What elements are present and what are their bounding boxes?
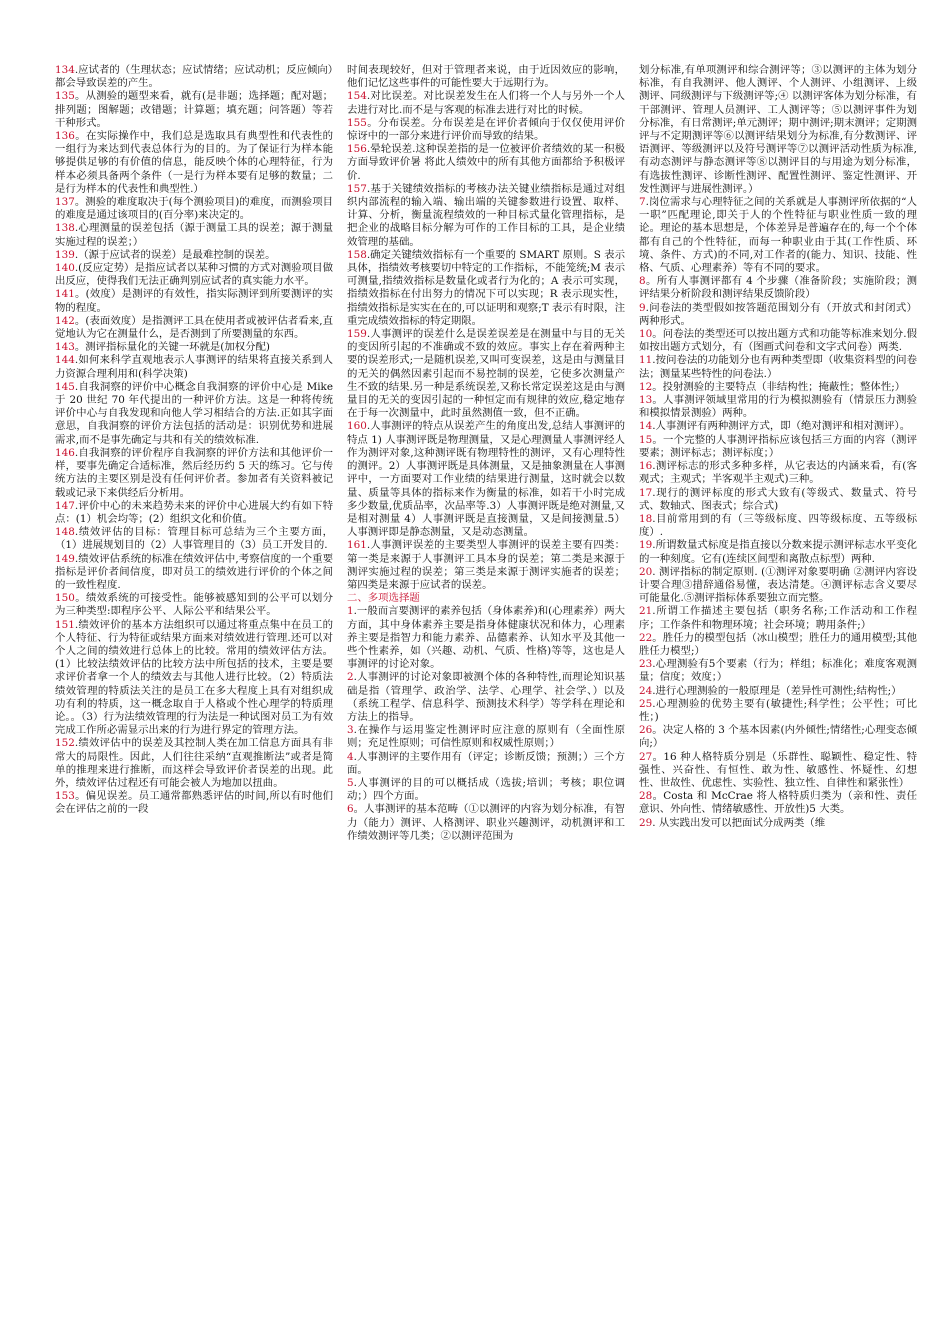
item-number: 8	[639, 275, 646, 288]
item-number: 153	[55, 790, 75, 803]
item-text: .人事测评的特点从误差产生的角度出发,总结人事测评的特点 1) 人事测评既是物理测量，又是心理测量人事测评经人作为测评对象,这种测评既有物理特性的测评，又有心理特性的测评。2）人事测评既是具体测量，又是抽象测量在人事测评中，一方面要对工作业绩的结果进行测量，这时就会以数量、质量等具体的指标来作为衡量的标准，如若干小时完成多少数量,优质品率，次品率等.3）人事测评既是绝对测量,又是相对测量 4）人事测评既是直接测量，又是间接测量.5）人事测评即是静态测量，又是动态测量。	[347, 420, 625, 539]
item-text: 。Costa 和 McCrae 将人格特质归类为（亲和性、责任意识、外向性、情绪敏感性、开放性)5 大类。	[639, 790, 917, 816]
item-text: .心理测量的误差包括（源于测量工具的误差；源于测量实施过程的误差；）	[55, 222, 333, 248]
document-page	[55, 64, 917, 1326]
question-item	[347, 90, 625, 116]
question-item	[639, 275, 917, 301]
item-number: 10	[639, 328, 653, 341]
question-item	[639, 566, 917, 606]
item-text: .绩效评价的基本方法组织可以通过将重点集中在员工的个人特征、行为特征或结果方面来对绩效进行管理.还可以对个人之间的绩效进行总体上的比较。常用的绩效评估方法。(1）比较法绩效评估的比较方法中所包括的技术，主要是要求评价者拿一个人的绩效去与其他人进行比较。（2）特质法绩效管理的特质法关注的是员工在多大程度上具有对组织成功有利的特质，这一概念取自于人格或个性心理学的特质理论。。（3）行为法绩效管理的行为法是一种试图对员工为有效完成工作所必需显示出来的行为进行界定的管理方法。	[55, 618, 333, 737]
item-number: 143	[55, 341, 75, 354]
question-item	[639, 302, 917, 328]
item-number: 150	[55, 592, 75, 605]
item-text: 。测评指标量化的关键一环就是(加权分配)	[74, 341, 270, 354]
text-column-middle	[347, 64, 625, 1326]
item-text: .绩效评估系统的标准在绩效评估中,考察信度的一个重要指标是评价者间信度，即对员工的绩效进行评价的个体之间的一致性程度.	[55, 552, 333, 591]
item-text: .晕轮误差.这种误差指的是一位被评价者绩效的某一积极方面导致评价暑 将此人绩效中的所有其他方面都给予积极评价.	[347, 143, 625, 182]
item-text: .岗位需求与心理特征之间的关系就是人事测评所依据的“人一职”匹配理论,即关于人的个性特征与职业性质一致的理论。理论的基本思想是，个体差异是普遍存在的,每一个个体都有自己的个性特征，而每一种职业由于其(工作性质、环境、条件、方式)的不同,对工作者的(能力、知识、技能、性格、气质、心理素养）等有不同的要求。	[639, 196, 917, 275]
question-item	[639, 539, 917, 565]
item-number: 23	[639, 658, 653, 671]
item-text: .所谓工作描述主要包括（职务名称;工作活动和工作程序；工作条件和物理环境；社会环境；聘用条件;）	[639, 605, 917, 631]
item-number: 135	[55, 90, 75, 103]
item-text: .人事测评的误差什么是误差误差是在测量中与目的无关的变因所引起的不准确或不致的效应。事实上存在着两种主要的误差形式;一是随机误差,又叫可变误差，这是由与测量目的无关的偶然因素引起而不易控制的误差，它使多次测量产生不致的结果.另一种是系统误差,又称长常定误差这是由与测量目的无关的变因引起的一种恒定而有规律的效应,稳定地存在于每一次测量中，此时虽然测值一致，但不正确。	[347, 328, 625, 420]
question-item	[347, 751, 625, 777]
section-heading-text: 二、多项选择题	[347, 592, 420, 605]
item-text: .确定关键绩效指标有一个重要的 SMART 原则。S 表示具体，指绩效考核要切中特定的工作指标，不能笼统;M 表示可测量,指绩效指标是数量化或者行为化的；A 表示可实现，指绩效指标在付出努力的情况下可以实现；R 表示现实性，指绩效指标是实实在在的,可以证明和观察;T 表示有时限，注重完成绩效指标的特定期限。	[347, 248, 625, 327]
item-text: .人事测评的讨论对象即被测个体的各种特性,而理论知识基础是指（管理学、政治学、法学、心理学、社会学、）以及（系统工程学、信息科学、预测技术科学）等学科在理论和方法上的指导。	[347, 671, 625, 723]
item-text: .按问卷法的功能划分也有两种类型即（收集资料型的问卷法；测量某些特性的问卷法.）	[639, 354, 917, 380]
question-item	[55, 737, 333, 790]
question-item	[55, 354, 333, 380]
question-item	[55, 262, 333, 288]
question-item	[639, 751, 917, 791]
question-item	[347, 64, 625, 90]
question-item	[55, 196, 333, 222]
question-item	[55, 222, 333, 248]
item-number: 17	[639, 486, 653, 499]
item-text: 。所有人事测评都有 4 个步骤（准备阶段；实施阶段；测评结果分析阶段和测评结果反馈阶段）	[639, 275, 917, 301]
item-text: .目前常用到的有（三等级标度、四等级标度、五等级标度）.	[639, 512, 917, 539]
item-number: 7	[639, 196, 646, 209]
question-item	[347, 249, 625, 328]
item-text: .问卷法的类型假如按答题范围划分有（开放式和封闭式）两种形式。	[639, 301, 917, 327]
question-item	[347, 777, 625, 803]
item-number: 134	[55, 64, 75, 76]
item-text: . 测评指标的制定原则. (①测评对象要明确 ②测评内容设计要合理③措辞通俗易懂，表达清楚。④测评标志含义要尽可能量化.⑤测评指标体系要独立而完整。	[639, 565, 917, 605]
item-number: 18	[639, 512, 653, 525]
item-text: 时间表现较好，但对于管理者来说，由于近因效应的影响，他们记忆这些事件的可能性要大于远期行为。	[347, 64, 625, 90]
question-item	[639, 460, 917, 486]
item-text: 。胜任力的模型包括（冰山模型；胜任力的通用模型;其他胜任力模型;）	[639, 631, 917, 657]
question-item	[55, 288, 333, 314]
item-number: 141	[55, 288, 75, 301]
question-item	[639, 605, 917, 631]
item-number: 158	[347, 248, 367, 261]
item-text: 。(效度）是测评的有效性，指实际测评到所要测评的实物的程度。	[55, 288, 333, 314]
item-text: 。(表面效度）是指测评工具在使用者或被评估者看来,直觉地认为它在测量什么，是否测到了所要测量的东西。	[55, 314, 333, 341]
item-number: 6	[347, 803, 354, 816]
item-text: 。偏见误差。员工通常都熟悉评估的时间,所以有时他们会在评估之前的一段	[55, 790, 333, 816]
item-number: 159	[347, 328, 367, 341]
item-number: 148	[55, 526, 75, 539]
question-item	[639, 394, 917, 420]
item-text: 划分标准,有单项测评和综合测评等；③以测评的主体为划分标准，有自我测评、他人测评、个人测评、小组测评、上级测评、同级测评与下级测评等;④ 以测评客体为划分标准，有干部测评、管理人员测评、工人测评等；⑤以测评事件为划分标准，有日常测评;单元测评；期中测评;期末测评；定期测评与不定期测评等⑥以测评结果划分为标准,有分数测评、评语测评、等级测评以及符号测评等⑦以测评活动性质为标准,有动态测评与静态测评等⑧以测评目的与用途为划分标准，有选拔性测评、诊断性测评、配置性测评、鉴定性测评、开发性测评与进展性测评。）	[639, 64, 917, 195]
item-text: 。决定人格的 3 个基本因素(内外倾性;情绪性;心理变态倾向;）	[639, 724, 917, 750]
question-item	[55, 90, 333, 130]
item-text: .自我洞察的评价中心概念自我洞察的评价中心是 Mike 于 20 世纪 70 年代提出的一种评价方法。这是一种将传统评价中心与自我发现和向他人学习相结合的方法.正如其字面意思，自我洞察的评价方法包括的活动是：识别优势和进展需求,而不是事先确定与共和有关的绩效标准.	[55, 380, 333, 446]
item-number: 25	[639, 697, 653, 710]
question-item	[639, 328, 917, 354]
item-text: .现行的测评标度的形式大致有(等级式、数量式、符号式、数轴式、图表式；综合式)	[639, 486, 917, 512]
item-text: .绩效评估中的误差及其控制人类在加工信息方面具有非常大的局限性。因此，人们往往采纳“直观推断法”或者是简单的推理来进行推断，而这样会导致评价者误差的出现。此外，绩效评估过程还有可能会被人为地加以扭曲。	[55, 737, 333, 789]
question-item	[55, 592, 333, 618]
item-number: 149	[55, 552, 75, 565]
item-text: .绩效评估的目标：管理目标可总结为三个主要方面，（1）进展规划目的（2）人事管理目的（3）员工开发目的.	[55, 526, 333, 552]
item-number: 26	[639, 724, 653, 737]
item-text: 。绩效系统的可接受性。能够被感知到的公平可以划分为三种类型:即程序公平、人际公平和结果公平。	[55, 592, 333, 618]
item-text: 。一个完整的人事测评指标应该包括三方面的内容（测评要素；测评标志；测评标度；）	[639, 433, 917, 459]
text-column-left	[55, 64, 333, 1326]
item-number: 21	[639, 605, 653, 618]
item-text: 。16 种人格特质分别是（乐群性、聪颖性、稳定性、特强性、兴奋性、有恒性、敢为性、敏感性、怀疑性、幻想性、世故性、优虑性、实验性、独立性、自律性和紧张性）	[639, 750, 917, 789]
item-text: .人事测评的主要作用有（评定；诊断反馈；预测；）三个方面。	[347, 750, 625, 776]
question-item	[639, 685, 917, 698]
item-text: .如何来科学直观地表示人事测评的结果将直接关系到人力资源合理利用和(科学决策)	[55, 354, 333, 380]
item-number: 151	[55, 618, 75, 631]
question-item	[639, 487, 917, 513]
item-text: 。从测验的题型来看，就有(是非题；选择题；配对题；排列题；图解题；改错题；计算题；填充题；问答题）等若干种形式。	[55, 90, 333, 129]
question-item	[55, 526, 333, 552]
item-text: .对比误差。对比误差发生在人们将一个人与另外一个人去进行对比.而不是与客观的标准去进行对比的时候。	[347, 90, 625, 116]
question-item	[639, 354, 917, 380]
question-item	[639, 513, 917, 539]
item-text: 。分布误差。分布误差是在评价者倾向于仅仅使用评价惊讶中的一部分来进行评价而导致的结果。	[347, 116, 625, 143]
question-item	[347, 117, 625, 143]
item-text: 。在实际操作中，我们总是选取具有典型性和代表性的一组行为来达到代表总体行为的目的。为了保证行为样本能够提供足够的有价值的信息，能反映个体的心理特征，行为样本必须具备两个条件（一是行为样本要有足够的数量；二是行为样本的代表性和典型性.）	[55, 130, 333, 195]
item-number: 160	[347, 420, 367, 433]
item-number: 3	[347, 724, 354, 737]
item-text: .在操作与运用鉴定性测评时应注意的原则有（全面性原则；充足性原则；可信性原则和权威性原则；）	[347, 724, 625, 750]
question-item	[55, 790, 333, 816]
item-number: 155	[347, 116, 367, 129]
question-item	[639, 64, 917, 196]
question-item	[639, 724, 917, 750]
item-number: 146	[55, 446, 75, 459]
question-item	[55, 315, 333, 341]
question-item	[347, 143, 625, 183]
question-item	[55, 341, 333, 354]
item-text: 。投射测验的主要特点（非结构性；掩蔽性；整体性;）	[652, 380, 906, 393]
item-text: .心理测验有5个要素（行为；样组；标准化；难度客观测量；信度；效度；）	[639, 658, 917, 684]
item-text: .人事测评有两种测评方式，即（绝对测评和相对测评）。	[652, 420, 911, 433]
question-item	[55, 553, 333, 593]
item-number: 144	[55, 354, 75, 367]
question-item	[347, 183, 625, 249]
question-item	[347, 671, 625, 724]
item-text: .应试者的（生理状态；应试情绪；应试动机；反应倾向）都会导致误差的产生。	[55, 64, 333, 90]
text-column-right	[639, 64, 917, 1326]
question-item	[639, 658, 917, 684]
question-item	[55, 447, 333, 500]
item-number: 154	[347, 90, 367, 103]
item-number: 13	[639, 394, 653, 407]
question-item	[639, 196, 917, 275]
item-text: 。人事测评的基本范畴（①以测评的内容为划分标准，有智力（能力）测评、人格测评、职业兴趣测评，动机测评和工作绩效测评等几类；②以测评范围为	[347, 803, 625, 842]
question-item	[55, 381, 333, 447]
item-number: 1	[347, 605, 354, 618]
item-text: 。人事测评领域里常用的行为模拟测验有（情景压力测验和模拟情景测验）两种。	[639, 394, 917, 420]
item-number: 152	[55, 737, 75, 750]
item-number: 20	[639, 565, 653, 578]
question-item	[639, 817, 917, 830]
item-number: 2	[347, 671, 354, 684]
item-text: .测评标志的形式多种多样，从它表达的内涵来看，有(客观式；主观式；半客观半主观式)三种。	[639, 460, 917, 486]
item-text: .人事测评误差的主要类型人事测评的误差主要有四类：第一类是来源于人事测评工具本身的误差；第二类是来源于测评实施过程的误差；第三类是来源于测评实施者的误差；第四类是来源于应试者的误差。	[347, 539, 625, 591]
item-text: .一般而言要测评的素养包括（身体素养)和(心理素养）两大方面，其中身体素养主要是指身体健康状况和体力，心理素养主要是指智力和能力素养、品德素养、认知水平及其他一些个性素养，如（兴趣、动机、气质、性格)等等，这也是人事测评的讨论对象。	[347, 605, 625, 671]
item-text: .评价中心的未来趋势未来的评价中心进展大约有如下特点：(1）机会均等；(2）组织文化和价值。	[55, 499, 333, 525]
question-item	[55, 64, 333, 90]
question-item	[639, 790, 917, 816]
item-number: 137	[55, 196, 75, 209]
question-item	[639, 698, 917, 724]
section-heading	[347, 592, 625, 605]
question-item	[347, 724, 625, 750]
item-number: 19	[639, 539, 653, 552]
question-item	[347, 605, 625, 671]
item-number: 24	[639, 684, 653, 697]
question-item	[347, 539, 625, 592]
question-item	[347, 803, 625, 843]
item-text: .所谓数量式标度是指直接以分数来提示测评标志水平变化的一种刻度。它有(连续区间型和离散点标型）两种.	[639, 539, 917, 565]
item-text: .(反应定势）是指应试者以某种习惯的方式对测验项目做出反应，使得我们无法正确判别应试者的真实能力水平。	[55, 262, 333, 288]
item-text: 。测验的难度取决于(每个测验项目)的难度，而测验项目的难度是通过该项目的(百分率)来决定的。	[55, 196, 333, 222]
item-number: 139	[55, 248, 75, 261]
question-item	[55, 249, 333, 262]
item-number: 14	[639, 420, 653, 433]
question-item	[639, 420, 917, 433]
item-number: 15	[639, 433, 653, 446]
item-number: 22	[639, 631, 653, 644]
question-item	[55, 130, 333, 196]
question-item	[639, 632, 917, 658]
item-number: 156	[347, 143, 367, 156]
question-item	[639, 434, 917, 460]
item-text: .心理测验的优势主要有(敏捷性;科学性；公平性；可比性；)	[639, 697, 917, 723]
question-item	[347, 420, 625, 539]
item-text: .自我洞察的评价程序自我洞察的评价方法和其他评价一样，要事先确定合适标准，然后经历约 5 天的练习。它与传统方法的主要区别是没有任何评价者。参加者有关资料被记载或记录下来供经后分析用。	[55, 446, 333, 499]
question-item	[639, 381, 917, 394]
item-number: 27	[639, 750, 653, 763]
item-number: 28	[639, 790, 653, 803]
item-text: . 从实践出发可以把面试分成两类（维	[652, 816, 826, 829]
item-number: 138	[55, 222, 75, 235]
item-number: 12	[639, 380, 653, 393]
item-text: .基于关键绩效指标的考核办法关键业绩指标是通过对组织内部流程的输入端、输出端的关键参数进行设置、取样、计算、分析，衡量流程绩效的一种目标式量化管理指标，是把企业的战略目标分解为可作的工作目标的工具，是企业绩效管理的基础。	[347, 182, 625, 248]
item-number: 142	[55, 314, 75, 327]
item-number: 5	[347, 776, 354, 789]
item-number: 147	[55, 499, 75, 512]
item-number: 9	[639, 301, 646, 314]
item-text: 。问卷法的类型还可以按出题方式和功能等标准来划分.假如按出题方式划分，有（图画式问卷和文字式问卷）两类.	[639, 328, 917, 354]
item-number: 140	[55, 262, 75, 275]
question-item	[347, 328, 625, 420]
item-number: 145	[55, 380, 75, 393]
item-number: 11	[639, 354, 653, 367]
item-text: .（源于应试者的误差）是最难控制的误差。	[74, 248, 276, 261]
item-number: 161	[347, 539, 367, 552]
item-number: 157	[347, 182, 367, 195]
item-number: 29	[639, 816, 653, 829]
question-item	[55, 500, 333, 526]
item-text: .进行心理测验的一般原理是（差异性可测性;结构性;）	[652, 684, 902, 697]
item-number: 4	[347, 750, 354, 763]
question-item	[55, 619, 333, 738]
item-text: .人事测评的目的可以概括成（选拔;培训；考核；职位调动；）四个方面。	[347, 776, 625, 803]
item-number: 136	[55, 130, 75, 143]
item-number: 16	[639, 460, 653, 473]
